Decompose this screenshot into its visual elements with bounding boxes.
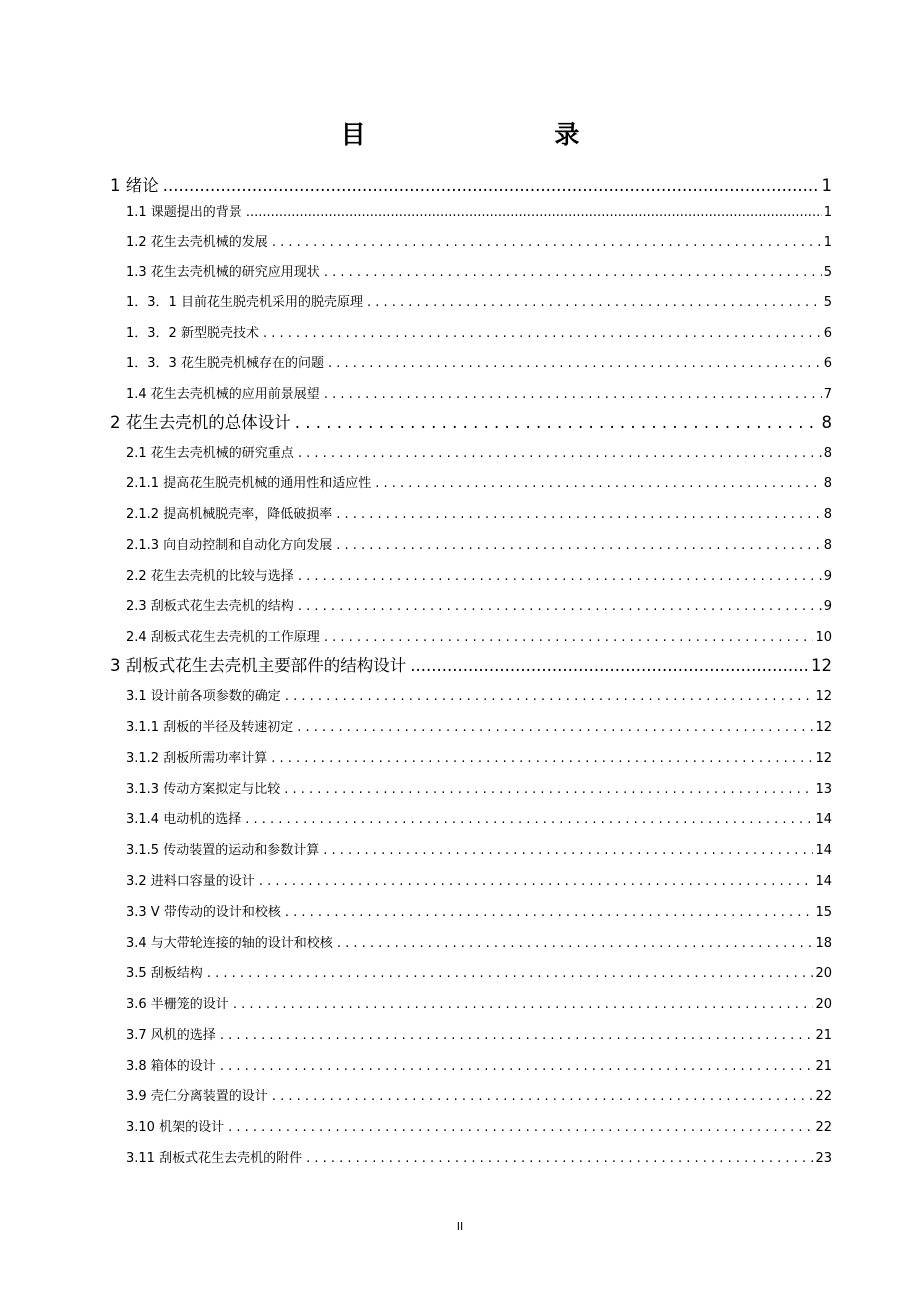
toc-entry-label: 2.1.2 提高机械脱壳率，降低破损率 (126, 507, 333, 522)
toc-dot-leader (284, 782, 813, 797)
toc-entry-page: 1 (823, 205, 832, 220)
toc-entry[interactable] (110, 409, 832, 435)
toc-entry[interactable] (126, 901, 832, 923)
toc-entry-page: 13 (815, 782, 832, 797)
toc-entry-label: 1．3．1 目前花生脱壳机采用的脱壳原理 (126, 295, 363, 310)
toc-entry-label: 2.3 刮板式花生去壳机的结构 (126, 599, 294, 614)
toc-entry-page: 5 (823, 265, 832, 280)
toc-entry[interactable] (126, 383, 832, 405)
toc-entry-label: 1．3．2 新型脱壳技术 (126, 326, 259, 341)
toc-entry[interactable] (126, 716, 832, 738)
toc-entry[interactable] (126, 993, 832, 1015)
toc-entry[interactable] (126, 1147, 832, 1169)
toc-dot-leader (272, 235, 822, 250)
toc-entry-label: 2.1.1 提高花生脱壳机械的通用性和适应性 (126, 476, 372, 491)
toc-entry[interactable] (126, 472, 832, 494)
toc-entry-label: 1.1 课题提出的背景 (126, 205, 242, 220)
toc-entry-page: 23 (815, 1151, 832, 1166)
toc-entry-label: 3.1.1 刮板的半径及转速初定 (126, 720, 294, 735)
toc-entry-page: 1 (821, 176, 832, 195)
toc-entry-page: 20 (815, 966, 832, 981)
toc-entry-label: 2.2 花生去壳机的比较与选择 (126, 569, 294, 584)
toc-entry-page: 14 (815, 874, 832, 889)
toc-dot-leader (336, 538, 822, 553)
toc-entry[interactable] (126, 870, 832, 892)
toc-entry-page: 9 (823, 569, 832, 584)
toc-dot-leader (272, 1089, 814, 1104)
toc-entry[interactable] (126, 962, 832, 984)
toc-entry-label: 1.3 花生去壳机械的研究应用现状 (126, 265, 320, 280)
toc-entry-page: 8 (821, 413, 832, 432)
toc-entry-label: 3.1.5 传动装置的运动和参数计算 (126, 843, 320, 858)
toc-dot-leader (228, 1120, 813, 1135)
toc-entry[interactable] (126, 595, 832, 617)
toc-entry-page: 12 (815, 689, 832, 704)
toc-entry[interactable] (126, 1055, 832, 1077)
toc-dot-leader (298, 599, 822, 614)
toc-entry-label: 3.4 与大带轮连接的轴的设计和校核 (126, 936, 333, 951)
toc-entry-label: 3 刮板式花生去壳机主要部件的结构设计 (110, 656, 407, 675)
toc-dot-leader (336, 507, 822, 522)
toc-entry-page: 5 (823, 295, 832, 310)
toc-entry[interactable] (126, 778, 832, 800)
toc-entry-page: 8 (823, 538, 832, 553)
toc-dot-leader (297, 720, 813, 735)
toc-entry-page: 15 (815, 905, 832, 920)
toc-dot-leader (375, 476, 822, 491)
toc-dot-leader (246, 205, 822, 220)
toc-entry[interactable] (126, 808, 832, 830)
toc-dot-leader (207, 966, 814, 981)
toc-dot-leader (367, 295, 822, 310)
toc-dot-leader (285, 689, 814, 704)
toc-entry-page: 20 (815, 997, 832, 1012)
toc-entry-label: 3.7 风机的选择 (126, 1028, 216, 1043)
toc-entry-label: 3.3 V 带传动的设计和校核 (126, 905, 281, 920)
toc-entry-page: 12 (815, 720, 832, 735)
toc-entry-page: 12 (811, 656, 832, 675)
toc-entry-label: 2 花生去壳机的总体设计 (110, 413, 291, 432)
toc-entry[interactable] (126, 261, 832, 283)
toc-entry-label: 3.6 半栅笼的设计 (126, 997, 229, 1012)
toc-dot-leader (233, 997, 814, 1012)
toc-entry-page: 12 (815, 751, 832, 766)
toc-entry[interactable] (126, 932, 832, 954)
toc-dot-leader (263, 326, 822, 341)
toc-dot-leader (298, 446, 822, 461)
toc-entry-label: 3.1 设计前各项参数的确定 (126, 689, 281, 704)
toc-dot-leader (220, 1028, 814, 1043)
toc-dot-leader (271, 751, 813, 766)
toc-entry-label: 2.1 花生去壳机械的研究重点 (126, 446, 294, 461)
toc-dot-leader (324, 630, 814, 645)
toc-entry-label: 3.5 刮板结构 (126, 966, 203, 981)
toc-entry[interactable] (126, 534, 832, 556)
toc-dot-leader (306, 1151, 813, 1166)
toc-entry[interactable] (126, 565, 832, 587)
toc-dot-leader (324, 387, 822, 402)
toc-entry[interactable] (126, 1085, 832, 1107)
toc-entry-page: 10 (815, 630, 832, 645)
toc-entry-label: 3.9 壳仁分离装置的设计 (126, 1089, 268, 1104)
toc-entry[interactable] (126, 231, 832, 253)
toc-entry-label: 1.4 花生去壳机械的应用前景展望 (126, 387, 320, 402)
page-number: II (456, 1220, 464, 1233)
toc-dot-leader (323, 843, 813, 858)
toc-entry[interactable] (126, 839, 832, 861)
toc-entry[interactable] (126, 685, 832, 707)
toc-dot-leader (328, 356, 822, 371)
toc-entry-page: 21 (815, 1028, 832, 1043)
toc-entry-page: 14 (815, 812, 832, 827)
toc-entry-label: 3.2 进料口容量的设计 (126, 874, 255, 889)
toc-dot-leader (324, 265, 822, 280)
toc-entry[interactable] (126, 503, 832, 525)
toc-entry-page: 8 (823, 507, 832, 522)
toc-entry[interactable] (126, 747, 832, 769)
toc-dot-leader (337, 936, 814, 951)
toc-entry-page: 22 (815, 1120, 832, 1135)
toc-entry-label: 3.1.2 刮板所需功率计算 (126, 751, 268, 766)
toc-entry-label: 3.11 刮板式花生去壳机的附件 (126, 1151, 303, 1166)
toc-dot-leader (285, 905, 814, 920)
toc-entry[interactable] (110, 172, 832, 198)
toc-entry[interactable] (126, 291, 832, 313)
toc-entry-label: 2.1.3 向自动控制和自动化方向发展 (126, 538, 333, 553)
toc-dot-leader (295, 413, 820, 432)
toc-entry-page: 1 (823, 235, 832, 250)
toc-entry[interactable] (126, 442, 832, 464)
toc-entry-page: 22 (815, 1089, 832, 1104)
toc-entry[interactable] (126, 1024, 832, 1046)
toc-entry[interactable] (110, 652, 832, 678)
toc-entry[interactable] (126, 626, 832, 648)
toc-entry-label: 3.1.3 传动方案拟定与比较 (126, 782, 281, 797)
toc-entry-page: 18 (815, 936, 832, 951)
toc-entry-page: 21 (815, 1059, 832, 1074)
toc-entry-label: 3.10 机架的设计 (126, 1120, 225, 1135)
toc-entry-label: 3.8 箱体的设计 (126, 1059, 216, 1074)
toc-entry-page: 9 (823, 599, 832, 614)
toc-entry-page: 6 (823, 356, 832, 371)
toc-entry-label: 1．3．3 花生脱壳机械存在的问题 (126, 356, 324, 371)
toc-entry-page: 8 (823, 446, 832, 461)
toc-dot-leader (259, 874, 814, 889)
toc-entry-page: 7 (823, 387, 832, 402)
toc-entry-page: 6 (823, 326, 832, 341)
page-title: 目 录 (340, 120, 670, 149)
toc-entry-page: 8 (823, 476, 832, 491)
toc-entry[interactable] (126, 322, 832, 344)
toc-entry-label: 2.4 刮板式花生去壳机的工作原理 (126, 630, 320, 645)
toc-dot-leader (298, 569, 822, 584)
toc-entry[interactable] (126, 1116, 832, 1138)
toc-entry[interactable] (126, 201, 832, 223)
toc-dot-leader (163, 176, 820, 195)
toc-dot-leader (220, 1059, 814, 1074)
toc-entry-page: 14 (815, 843, 832, 858)
toc-entry-label: 1.2 花生去壳机械的发展 (126, 235, 268, 250)
toc-dot-leader (410, 656, 809, 675)
toc-entry-label: 1 绪论 (110, 176, 159, 195)
toc-entry-label: 3.1.4 电动机的选择 (126, 812, 242, 827)
toc-dot-leader (245, 812, 813, 827)
toc-entry[interactable] (126, 352, 832, 374)
